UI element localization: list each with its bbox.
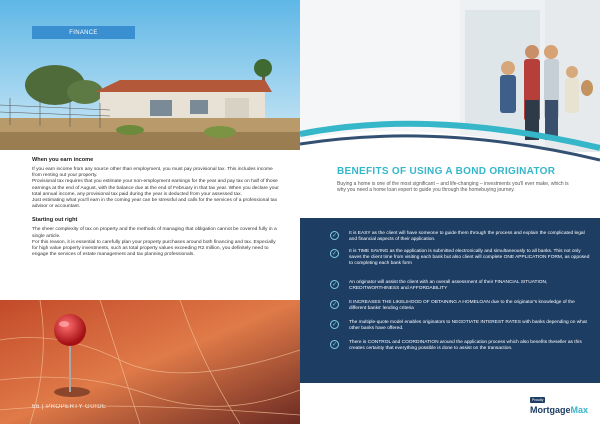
benefit-text: An originator will assist the client with an overall assessment of their FINANCIAL SITUATION, CREDITWORTHINESS and AFFORDABILITY bbox=[349, 280, 548, 292]
benefit-item bbox=[330, 231, 590, 243]
check-circle-icon: ✓ bbox=[331, 233, 338, 239]
paragraph: The sheer complexity of tax on property and the methods of managing that obligation cannot be covered fully in a single article. bbox=[32, 227, 277, 239]
benefit-item bbox=[330, 340, 590, 352]
benefit-text: It is TIME SAVING as the application is submitted electronically and simultaneously to all banks. This not only saves the client time from visiting each bank but also client will complete ONE APPLICATION FORM, as opposed to completing each bank form bbox=[349, 249, 590, 267]
benefit-item bbox=[330, 280, 590, 292]
section-heading: Starting out right bbox=[32, 217, 78, 224]
check-circle-icon: ✓ bbox=[331, 282, 338, 288]
logo-part2: Max bbox=[570, 405, 588, 415]
intro-text: Buying a home is one of the most significant – and life-changing – investments you'll ever make, which is why you need a home loan expert to guide you through the homebuying journey. bbox=[337, 181, 569, 194]
paragraph: For this reason, it is essential to carefully plan your property purchases around both financing and tax. Especially for high value property investments, such as total property values exceeding R2 million, you definitely need to engage the services of estate management and tax planning professionals. bbox=[32, 239, 276, 258]
check-circle-icon: ✓ bbox=[331, 322, 338, 328]
logo-badge: Proudly bbox=[531, 398, 544, 402]
benefit-item bbox=[330, 300, 590, 312]
mortgagemax-logo bbox=[530, 397, 588, 415]
section-heading: When you earn income bbox=[32, 157, 94, 163]
decorative-swoosh bbox=[300, 100, 600, 170]
check-circle-icon: ✓ bbox=[331, 251, 338, 257]
benefits-panel bbox=[300, 218, 600, 383]
benefit-text: It is EASY as the client will have someone to guide them through the process and explain the complicated legal and financial aspects of their application. bbox=[349, 231, 585, 243]
check-circle-icon: ✓ bbox=[331, 302, 338, 308]
location-pin-icon bbox=[54, 314, 86, 346]
section-tag: FINANCE bbox=[32, 26, 135, 39]
benefit-text: There is CONTROL and COORDINATION around the application process which also benefits theseller as this creates certainty that everything possible is done to assist on the transaction. bbox=[349, 340, 582, 352]
logo-part1: Mortgage bbox=[529, 405, 571, 415]
benefit-text: It INCREASES THE LIKELIHOOD OF OBTAINING A HOMELOAN due to the originator's knowledge of the different banks' lending criteria bbox=[349, 300, 575, 312]
benefit-item bbox=[330, 320, 590, 332]
map-pin-photo bbox=[0, 300, 300, 424]
check-circle-icon: ✓ bbox=[331, 342, 338, 348]
house-photo bbox=[0, 0, 300, 150]
paragraph: Provisional tax requires that you estimate your non-employment earnings for the year and pay tax on half of those earnings at the end of August, with the balance due at the end of February in that tax year. When you declare your total annual income, any provisional tax paid during the year is deducted from your assessed tax. bbox=[32, 179, 279, 197]
page-title: BENEFITS OF USING A BOND ORIGINATOR bbox=[337, 166, 556, 177]
benefit-text: The multiple-quote model enables originators to NEGOTIATE INTEREST RATES with banks depending on what other banks have offered. bbox=[349, 320, 587, 332]
paragraph: Just estimating what you'll earn in the coming year can be stressful and calls for the services of a professional tax advisor or accountant. bbox=[32, 198, 278, 210]
paragraph: If you earn income from any source other than employment, you must pay provisional tax. This includes income from renting out your property. bbox=[32, 167, 273, 179]
right-page bbox=[300, 0, 600, 424]
article-body bbox=[32, 157, 280, 258]
logo-wordmark bbox=[530, 405, 588, 415]
benefit-item bbox=[330, 249, 590, 268]
page-footer: 66 | PROPERTY GUIDE bbox=[32, 404, 107, 410]
